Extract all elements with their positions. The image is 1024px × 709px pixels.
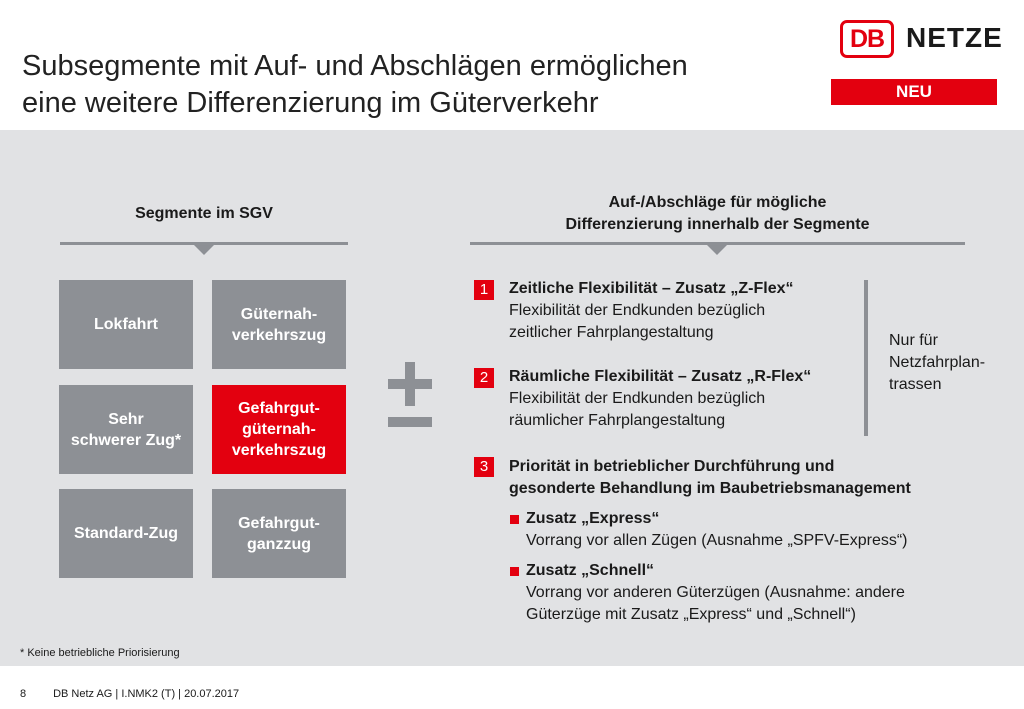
segment-label: güternah- [242, 421, 316, 438]
sub-bullet-text: Vorrang vor allen Zügen (Ausnahme „SPFV-Express“) [526, 532, 908, 549]
segment-label: Gefahrgut- [238, 514, 320, 532]
segment-lokfahrt [59, 280, 193, 369]
item-zeitliche-flexibilitaet [509, 278, 794, 344]
footnote: * Keine betriebliche Priorisierung [20, 647, 180, 659]
number-badge-3: 3 [474, 457, 494, 477]
segment-label: Lokfahrt [94, 316, 158, 333]
side-note-line: trassen [889, 376, 942, 393]
segment-gefahrgut-gueternahverkehrszug [212, 385, 346, 474]
item-title: gesonderte Behandlung im Baubetriebsmanagement [509, 480, 911, 497]
sub-bullet-title: Zusatz „Schnell“ [526, 562, 655, 579]
segment-label: Sehr [108, 410, 144, 428]
sub-bullet-title: Zusatz „Express“ [526, 510, 660, 527]
segment-label: ganzzug [247, 535, 311, 553]
sub-bullet-schnell [526, 560, 905, 626]
plus-minus-icon [385, 360, 435, 432]
footer-text: DB Netz AG | I.NMK2 (T) | 20.07.2017 [53, 688, 240, 700]
item-text: Flexibilität der Endkunden bezüglich [509, 302, 766, 319]
bullet-square-icon [510, 515, 519, 524]
segment-gefahrgut-ganzzug [212, 489, 346, 578]
item-text: zeitlicher Fahrplangestaltung [509, 324, 714, 341]
side-bracket [864, 280, 868, 436]
segment-sehr-schwerer-zug [59, 385, 193, 474]
item-title: Räumliche Flexibilität – Zusatz „R-Flex“ [509, 368, 812, 385]
item-title: Priorität in betrieblicher Durchführung und [509, 458, 835, 475]
segment-gueternahverkehrszug [212, 280, 346, 369]
item-title: Zeitliche Flexibilität – Zusatz „Z-Flex“ [509, 280, 794, 297]
side-note [889, 330, 985, 396]
segment-label: Güternah- [240, 305, 318, 323]
footer [20, 688, 239, 700]
segments-pointer-icon [194, 245, 214, 255]
segment-label: verkehrszug [231, 326, 327, 344]
surcharges-pointer-icon [707, 245, 727, 255]
sub-bullet-text: Güterzüge mit Zusatz „Express“ und „Schnell“) [526, 606, 856, 623]
surcharges-heading [470, 192, 965, 236]
title-line-1: Subsegmente mit Auf- und Abschlägen ermöglichen [22, 50, 688, 82]
surcharges-heading-line-1: Auf-/Abschläge für mögliche [608, 194, 827, 211]
segment-label: schwerer Zug* [70, 431, 182, 449]
number-badge-1: 1 [474, 280, 494, 300]
item-text: räumlicher Fahrplangestaltung [509, 412, 726, 429]
side-note-line: Netzfahrplan- [889, 354, 986, 371]
db-logo-mark: DB [840, 20, 894, 58]
segment-label: Gefahrgut- [238, 400, 320, 417]
item-text: Flexibilität der Endkunden bezüglich [509, 390, 766, 407]
surcharges-heading-line-2: Differenzierung innerhalb der Segmente [565, 216, 870, 233]
logo-text: NETZE [906, 22, 1003, 53]
segment-standard-zug [59, 489, 193, 578]
title-line-2: eine weitere Differenzierung im Güterverkehr [22, 87, 599, 119]
segment-label: verkehrszug [231, 442, 327, 459]
new-badge: NEU [831, 79, 997, 105]
segments-heading: Segmente im SGV [135, 205, 273, 222]
page-number: 8 [20, 688, 27, 700]
segment-label: Standard-Zug [74, 525, 178, 542]
sub-bullet-text: Vorrang vor anderen Güterzügen (Ausnahme: andere [526, 584, 905, 601]
page-title [22, 48, 802, 122]
side-note-line: Nur für [889, 332, 938, 349]
item-prioritaet [509, 456, 911, 500]
item-raeumliche-flexibilitaet [509, 366, 811, 432]
bullet-square-icon [510, 567, 519, 576]
number-badge-2: 2 [474, 368, 494, 388]
sub-bullet-express [526, 508, 908, 552]
